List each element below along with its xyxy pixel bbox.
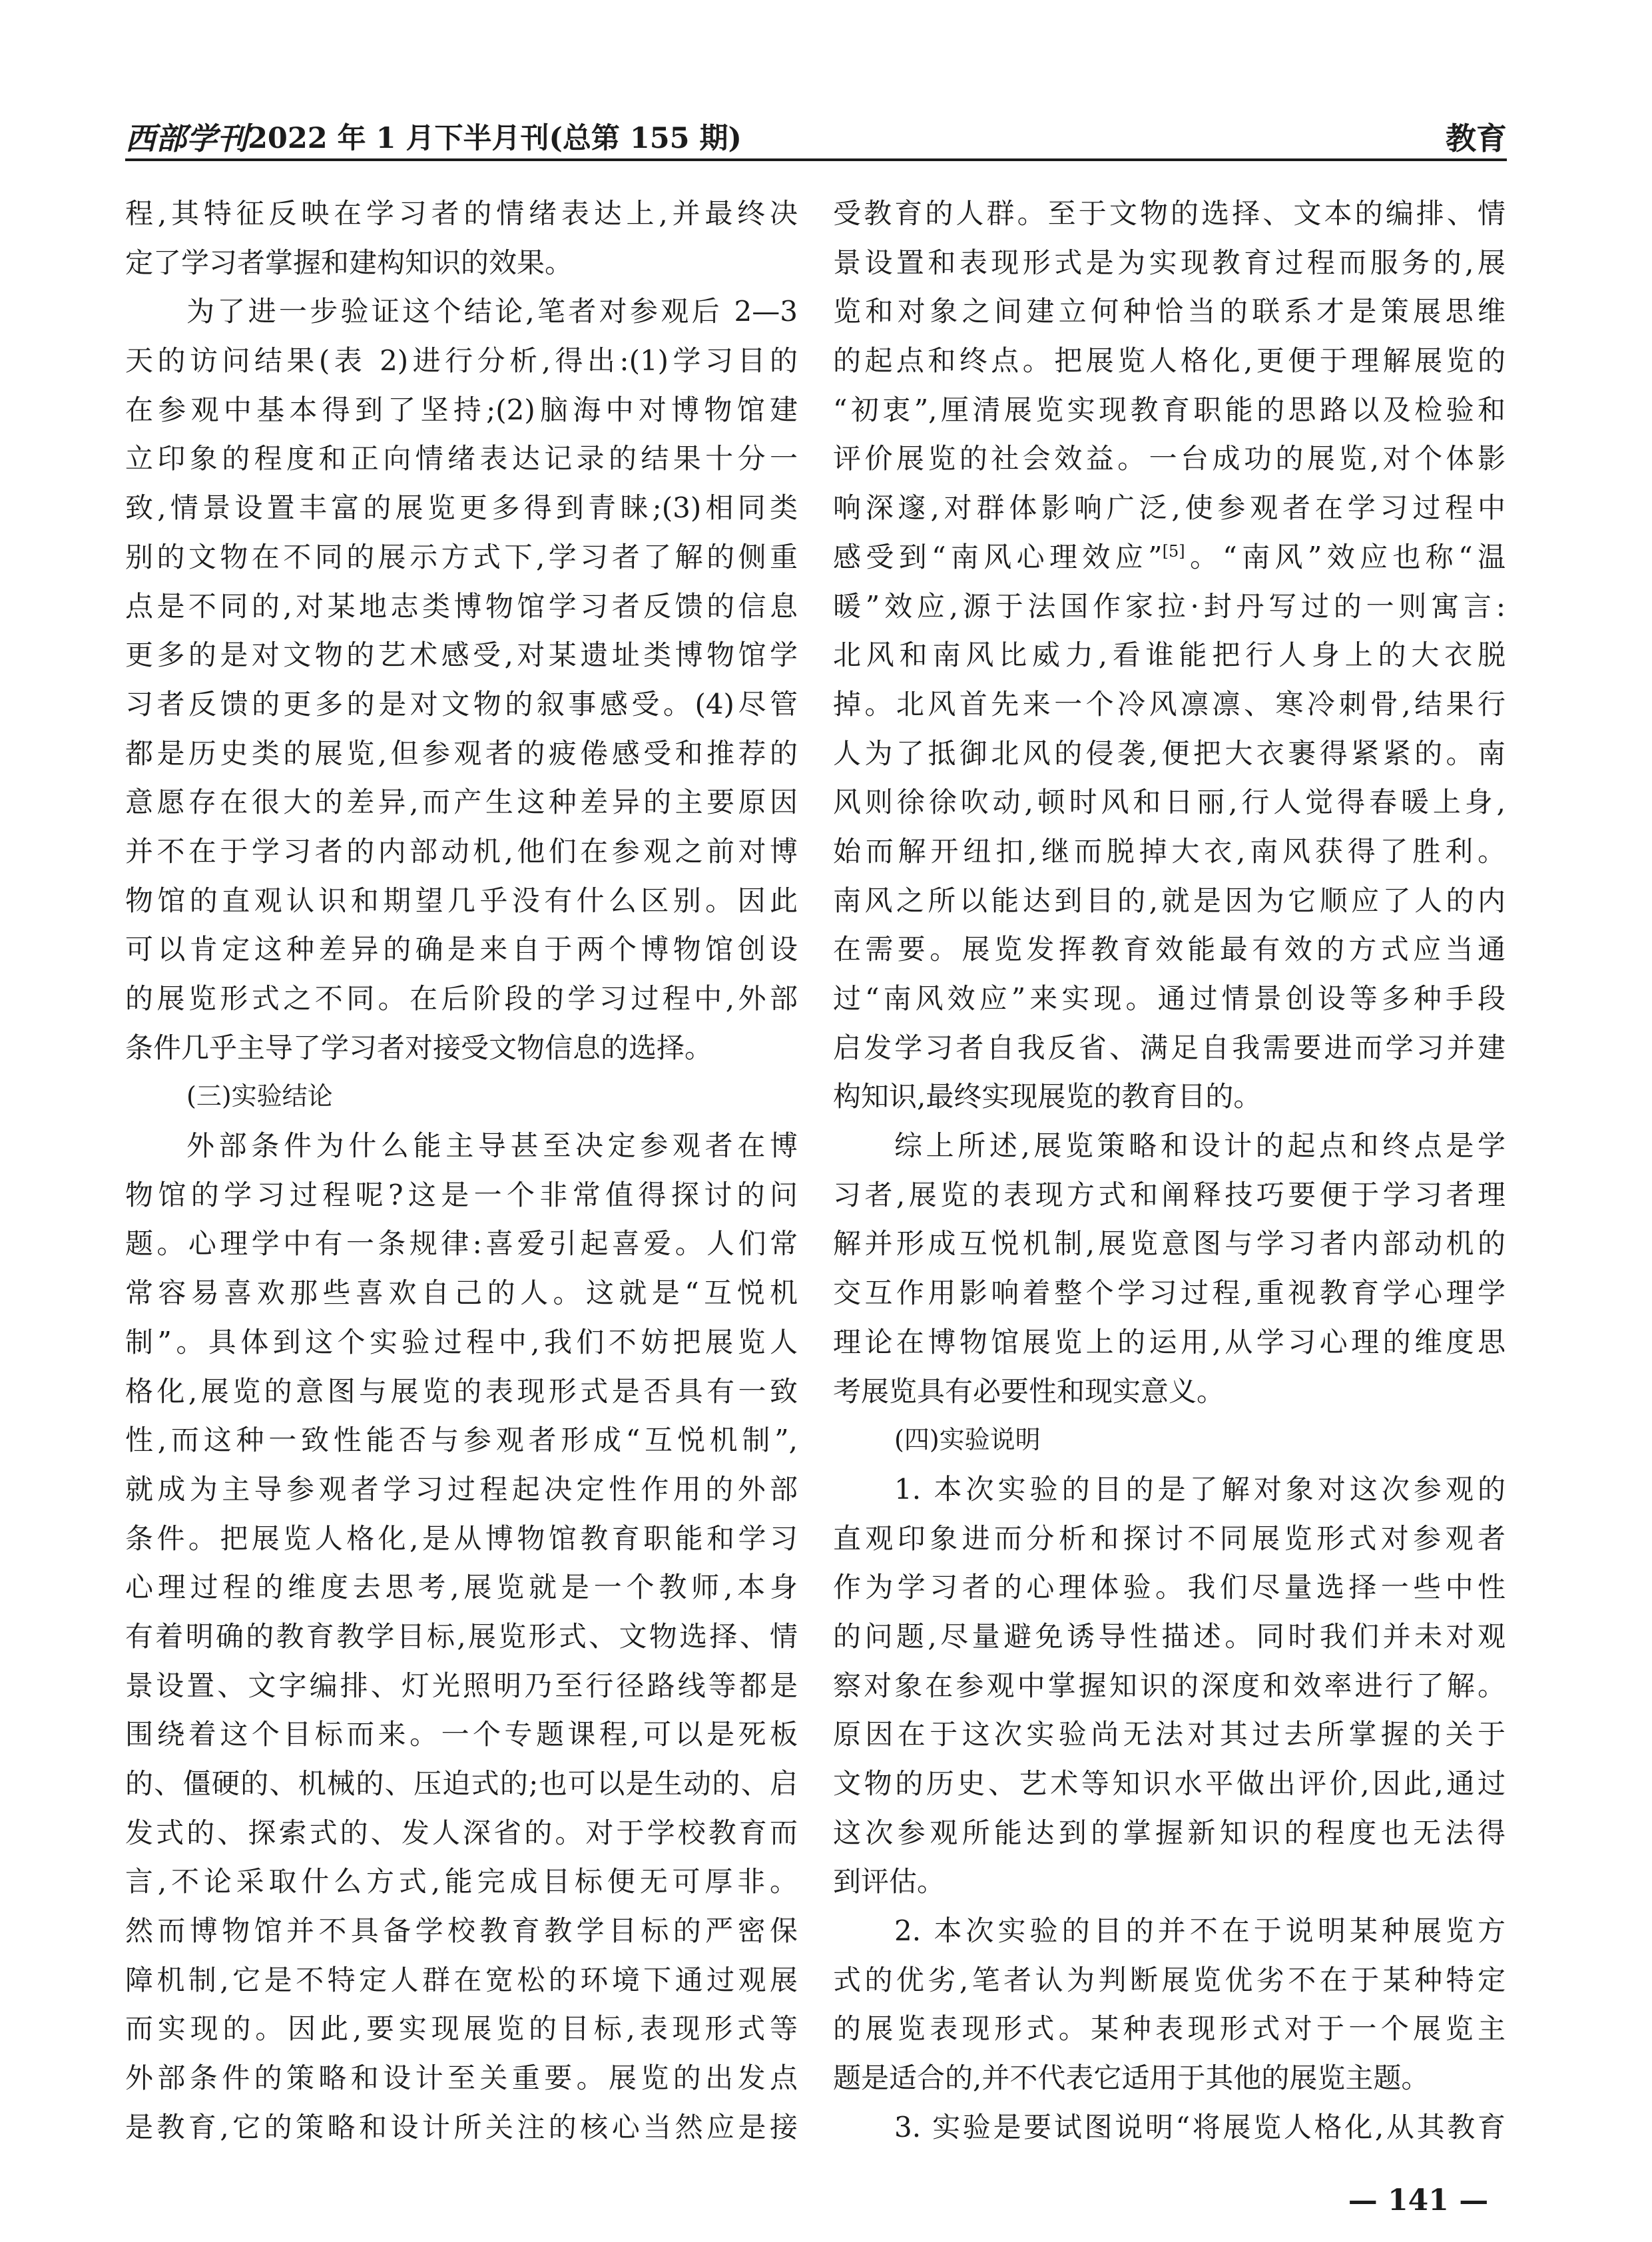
text-line: 就成为主导参观者学习过程起决定性作用的外部 bbox=[125, 1472, 798, 1506]
text-line: 直观印象进而分析和探讨不同展览形式对参观者 bbox=[833, 1522, 1506, 1555]
text-line: 1. 本次实验的目的是了解对象对这次参观的 bbox=[894, 1472, 1506, 1506]
right-column bbox=[833, 189, 1506, 2152]
section-heading: (三)实验结论 bbox=[186, 1081, 333, 1111]
text-line: 原因在于这次实验尚无法对其过去所掌握的关于 bbox=[833, 1718, 1506, 1751]
section-heading: (四)实验说明 bbox=[894, 1425, 1041, 1455]
paragraph bbox=[833, 1121, 1506, 1416]
text-segment: 感受到“南风心理效应” bbox=[833, 540, 1163, 573]
journal-logo: 西部学刊 bbox=[125, 121, 248, 156]
paragraph bbox=[833, 1465, 1506, 1906]
text-line: 受教育的人群。至于文物的选择、文本的编排、情 bbox=[833, 197, 1506, 230]
text-line: 是教育,它的策略和设计所关注的核心当然应是接 bbox=[125, 2110, 798, 2143]
page-number: — 141 — bbox=[1348, 2183, 1489, 2217]
text-line: 掉。北风首先来一个冷风凛凛、寒冷刺骨,结果行 bbox=[833, 687, 1506, 720]
text-line: 南风之所以能达到目的,就是因为它顺应了人的内 bbox=[833, 884, 1506, 917]
text-line: 这次参观所能达到的掌握新知识的程度也无法得 bbox=[833, 1816, 1506, 1849]
issue-info: 2022 年 1 月下半月刊(总第 155 期) bbox=[248, 122, 742, 155]
text-line: 景设置、文字编排、灯光照明乃至行径路线等都是 bbox=[125, 1669, 798, 1702]
text-line: 综上所述,展览策略和设计的起点和终点是学 bbox=[894, 1129, 1506, 1163]
text-line: 过“南风效应”来实现。通过情景创设等多种手段 bbox=[833, 982, 1506, 1015]
text-line: 式的优劣,笔者认为判断展览优劣不在于某种特定 bbox=[833, 1963, 1506, 1996]
text-line: 定了学习者掌握和建构知识的效果。 bbox=[125, 246, 573, 279]
header-title-group bbox=[125, 120, 742, 157]
text-line: 的起点和终点。把展览人格化,更便于理解展览的 bbox=[833, 344, 1506, 378]
citation-superscript: [5] bbox=[1162, 541, 1185, 561]
text-line: 为了进一步验证这个结论,笔者对参观后 2—3 bbox=[186, 295, 798, 328]
text-line: 评价展览的社会效益。一台成功的展览,对个体影 bbox=[833, 442, 1506, 475]
text-line: 并不在于学习者的内部动机,他们在参观之前对博 bbox=[125, 834, 798, 868]
text-line: 2. 本次实验的目的并不在于说明某种展览方 bbox=[894, 1914, 1506, 1948]
text-line: 景设置和表现形式是为实现教育过程而服务的,展 bbox=[833, 246, 1506, 279]
text-line: 都是历史类的展览,但参观者的疲倦感受和推荐的 bbox=[125, 736, 798, 770]
text-line: 理论在博物馆展览上的运用,从学习心理的维度思 bbox=[833, 1325, 1506, 1358]
text-line: 物馆的学习过程呢?这是一个非常值得探讨的问 bbox=[125, 1178, 798, 1211]
text-line: “初衷”,厘清展览实现教育职能的思路以及检验和 bbox=[833, 393, 1506, 426]
text-line: 考展览具有必要性和现实意义。 bbox=[833, 1374, 1225, 1408]
text-line: 立印象的程度和正向情绪表达记录的结果十分一 bbox=[125, 442, 798, 475]
text-line: 的展览形式之不同。在后阶段的学习过程中,外部 bbox=[125, 982, 798, 1015]
text-line: 外部条件为什么能主导甚至决定参观者在博 bbox=[186, 1129, 798, 1163]
text-line: 始而解开纽扣,继而脱掉大衣,南风获得了胜利。 bbox=[833, 834, 1506, 868]
page-header bbox=[125, 120, 1507, 157]
text-line: 题是适合的,并不代表它适用于其他的展览主题。 bbox=[833, 2062, 1430, 2095]
text-line: 外部条件的策略和设计至关重要。展览的出发点 bbox=[125, 2062, 798, 2095]
text-line: 物馆的直观认识和期望几乎没有什么区别。因此 bbox=[125, 884, 798, 917]
text-line: 条件几乎主导了学习者对接受文物信息的选择。 bbox=[125, 1031, 713, 1064]
text-line: 习者反馈的更多的是对文物的叙事感受。(4)尽管 bbox=[125, 687, 798, 720]
text-segment: 。“南风”效应也称“温 bbox=[1185, 540, 1506, 573]
text-line: 作为学习者的心理体验。我们尽量选择一些中性 bbox=[833, 1571, 1506, 1604]
paragraph bbox=[125, 1121, 798, 2151]
text-line bbox=[833, 533, 1506, 582]
text-line: 在需要。展览发挥教育效能最有效的方式应当通 bbox=[833, 933, 1506, 966]
text-line: 天的访问结果(表 2)进行分析,得出:(1)学习目的 bbox=[125, 344, 798, 378]
text-line: 览和对象之间建立何种恰当的联系才是策展思维 bbox=[833, 295, 1506, 328]
text-line: 的、僵硬的、机械的、压迫式的;也可以是生动的、启 bbox=[125, 1767, 798, 1800]
text-line: 条件。把展览人格化,是从博物馆教育职能和学习 bbox=[125, 1522, 798, 1555]
text-line: 人为了抵御北风的侵袭,便把大衣裹得紧紧的。南 bbox=[833, 736, 1506, 770]
text-line: 致,情景设置丰富的展览更多得到青睐;(3)相同类 bbox=[125, 491, 798, 525]
text-line: 然而博物馆并不具备学校教育教学目标的严密保 bbox=[125, 1914, 798, 1948]
text-line: 题。心理学中有一条规律:喜爱引起喜爱。人们常 bbox=[125, 1227, 798, 1261]
text-line: 常容易喜欢那些喜欢自己的人。这就是“互悦机 bbox=[125, 1276, 798, 1310]
text-line: 有着明确的教育教学目标,展览形式、文物选择、情 bbox=[125, 1619, 798, 1653]
text-line: 格化,展览的意图与展览的表现形式是否具有一致 bbox=[125, 1374, 798, 1408]
section-label: 教育 bbox=[1446, 121, 1507, 156]
text-line: 可以肯定这种差异的确是来自于两个博物馆创设 bbox=[125, 933, 798, 966]
paragraph bbox=[125, 189, 798, 287]
paragraph bbox=[833, 1906, 1506, 2103]
text-line: 响深邃,对群体影响广泛,使参观者在学习过程中 bbox=[833, 491, 1506, 525]
text-line: 暖”效应,源于法国作家拉·封丹写过的一则寓言: bbox=[833, 589, 1506, 623]
paragraph bbox=[125, 287, 798, 1072]
text-line: 3. 实验是要试图说明“将展览人格化,从其教育 bbox=[894, 2110, 1506, 2143]
text-line: 察对象在参观中掌握知识的深度和效率进行了解。 bbox=[833, 1669, 1506, 1702]
paragraph bbox=[833, 189, 1506, 1121]
paragraph bbox=[833, 2103, 1506, 2152]
text-line: 障机制,它是不特定人群在宽松的环境下通过观展 bbox=[125, 1963, 798, 1996]
text-line: 到评估。 bbox=[833, 1865, 946, 1898]
text-line: 的展览表现形式。某种表现形式对于一个展览主 bbox=[833, 2012, 1506, 2046]
text-line: 的问题,尽量避免诱导性描述。同时我们并未对观 bbox=[833, 1619, 1506, 1653]
text-line: 言,不论采取什么方式,能完成目标便无可厚非。 bbox=[125, 1865, 798, 1898]
text-line: 构知识,最终实现展览的教育目的。 bbox=[833, 1080, 1262, 1113]
left-column bbox=[125, 189, 798, 2152]
text-line: 别的文物在不同的展示方式下,学习者了解的侧重 bbox=[125, 540, 798, 573]
text-line: 发式的、探索式的、发人深省的。对于学校教育而 bbox=[125, 1816, 798, 1849]
text-line: 启发学习者自我反省、满足自我需要进而学习并建 bbox=[833, 1031, 1506, 1064]
text-line: 解并形成互悦机制,展览意图与学习者内部动机的 bbox=[833, 1227, 1506, 1261]
text-line: 文物的历史、艺术等知识水平做出评价,因此,通过 bbox=[833, 1767, 1506, 1800]
text-line: 风则徐徐吹动,顿时风和日丽,行人觉得春暖上身, bbox=[833, 786, 1506, 819]
text-line: 点是不同的,对某地志类博物馆学习者反馈的信息 bbox=[125, 589, 798, 623]
header-rule bbox=[125, 158, 1507, 161]
text-line: 北风和南风比威力,看谁能把行人身上的大衣脱 bbox=[833, 639, 1506, 672]
text-line: 心理过程的维度去思考,展览就是一个教师,本身 bbox=[125, 1571, 798, 1604]
text-line: 交互作用影响着整个学习过程,重视教育学心理学 bbox=[833, 1276, 1506, 1310]
text-line: 程,其特征反映在学习者的情绪表达上,并最终决 bbox=[125, 197, 798, 230]
text-line: 性,而这种一致性能否与参观者形成“互悦机制”, bbox=[125, 1424, 798, 1457]
text-line: 更多的是对文物的艺术感受,对某遗址类博物馆学 bbox=[125, 639, 798, 672]
text-line: 围绕着这个目标而来。一个专题课程,可以是死板 bbox=[125, 1718, 798, 1751]
text-line: 习者,展览的表现方式和阐释技巧要便于学习者理 bbox=[833, 1178, 1506, 1211]
text-line: 在参观中基本得到了坚持;(2)脑海中对博物馆建 bbox=[125, 393, 798, 426]
text-line: 意愿存在很大的差异,而产生这种差异的主要原因 bbox=[125, 786, 798, 819]
text-line: 而实现的。因此,要实现展览的目标,表现形式等 bbox=[125, 2012, 798, 2046]
text-line: 制”。具体到这个实验过程中,我们不妨把展览人 bbox=[125, 1325, 798, 1358]
